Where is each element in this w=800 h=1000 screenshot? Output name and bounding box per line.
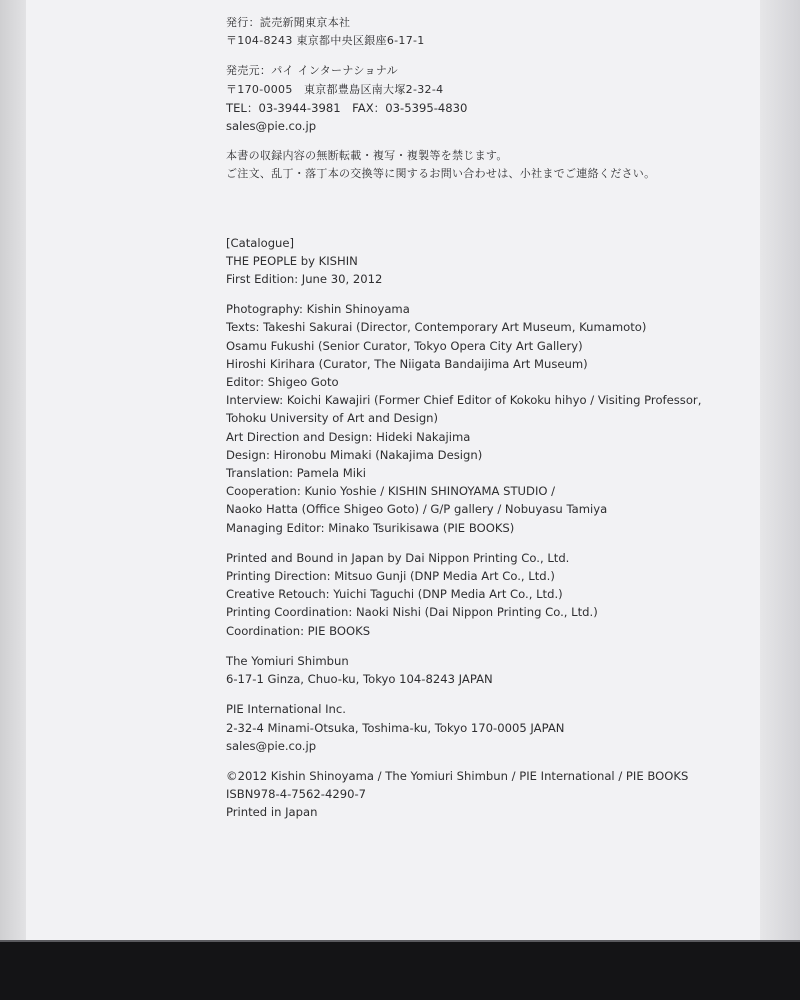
copyright-line: ©2012 Kishin Shinoyama / The Yomiuri Shimbun / PIE International / PIE BOOKS xyxy=(226,768,689,783)
credit-line: Texts: Takeshi Sakurai (Director, Contemporary Art Museum, Kumamoto) xyxy=(226,320,647,335)
publisher-label: 発行：読売新聞東京本社 xyxy=(226,16,351,29)
book-gutter xyxy=(0,0,26,1000)
credit-line: Editor: Shigeo Goto xyxy=(226,375,339,390)
credit-line: Cooperation: Kunio Yoshie / KISHIN SHINOYAMA STUDIO / xyxy=(226,484,556,499)
credit-line: Translation: Pamela Miki xyxy=(226,466,366,481)
printing-line: Printing Direction: Mitsuo Gunji (DNP Media Art Co., Ltd.) xyxy=(226,569,555,584)
pie-name: PIE International Inc. xyxy=(226,702,346,717)
catalogue-label: [Catalogue] xyxy=(226,235,295,250)
printing-line: Creative Retouch: Yuichi Taguchi (DNP Media Art Co., Ltd.) xyxy=(226,587,563,602)
yomiuri-address: 6-17-1 Ginza, Chuo-ku, Tokyo 104-8243 JAPAN xyxy=(226,672,493,687)
colophon-text xyxy=(226,14,766,822)
printing-line: Coordination: PIE BOOKS xyxy=(226,623,371,638)
page-shadow xyxy=(760,0,800,945)
credit-line: Art Direction and Design: Hideki Nakajima xyxy=(226,429,471,444)
credit-line: Naoko Hatta (Office Shigeo Goto) / G/P gallery / Nobuyasu Tamiya xyxy=(226,502,608,517)
credit-line: Hiroshi Kirihara (Curator, The Niigata Bandaijima Art Museum) xyxy=(226,356,588,371)
publisher-address: 〒104-8243 東京都中央区銀座6-17-1 xyxy=(226,34,425,48)
credit-line: Osamu Fukushi (Senior Curator, Tokyo Opera City Art Gallery) xyxy=(226,338,583,353)
credit-line: Design: Hironobu Mimaki (Nakajima Design) xyxy=(226,447,483,462)
pie-address: 2-32-4 Minami-Otsuka, Toshima-ku, Tokyo 170-0005 JAPAN xyxy=(226,720,565,735)
book-cover-bottom xyxy=(0,942,800,1000)
email-jp: sales@pie.co.jp xyxy=(226,119,317,134)
book-title: THE PEOPLE by KISHIN xyxy=(226,253,358,268)
printing-line: Printing Coordination: Naoki Nishi (Dai Nippon Printing Co., Ltd.) xyxy=(226,605,598,620)
pie-email: sales@pie.co.jp xyxy=(226,738,317,753)
credit-line: Tohoku University of Art and Design) xyxy=(226,411,439,426)
notice-inquiry: ご注文、乱丁・落丁本の交換等に関するお問い合わせは、小社までご連絡ください。 xyxy=(226,167,656,181)
edition: First Edition: June 30, 2012 xyxy=(226,272,383,287)
printed-in: Printed in Japan xyxy=(226,805,318,820)
isbn: ISBN978-4-7562-4290-7 xyxy=(226,787,367,802)
credit-line: Managing Editor: Minako Tsurikisawa (PIE BOOKS) xyxy=(226,520,515,535)
distributor-address: 〒170-0005 東京都豊島区南大塚2-32-4 xyxy=(226,82,444,96)
credit-line: Interview: Koichi Kawajiri (Former Chief Editor of Kokoku hihyo / Visiting Professor, xyxy=(226,393,702,408)
printing-line: Printed and Bound in Japan by Dai Nippon Printing Co., Ltd. xyxy=(226,550,570,565)
yomiuri-name: The Yomiuri Shimbun xyxy=(226,653,349,668)
distributor-label: 発売元：パイ インターナショナル xyxy=(226,64,398,78)
credit-line: Photography: Kishin Shinoyama xyxy=(226,302,410,317)
tel-fax: TEL：03-3944-3981 FAX：03-5395-4830 xyxy=(226,100,468,115)
notice-copy: 本書の収録内容の無断転載・複写・複製等を禁じます。 xyxy=(226,149,508,163)
